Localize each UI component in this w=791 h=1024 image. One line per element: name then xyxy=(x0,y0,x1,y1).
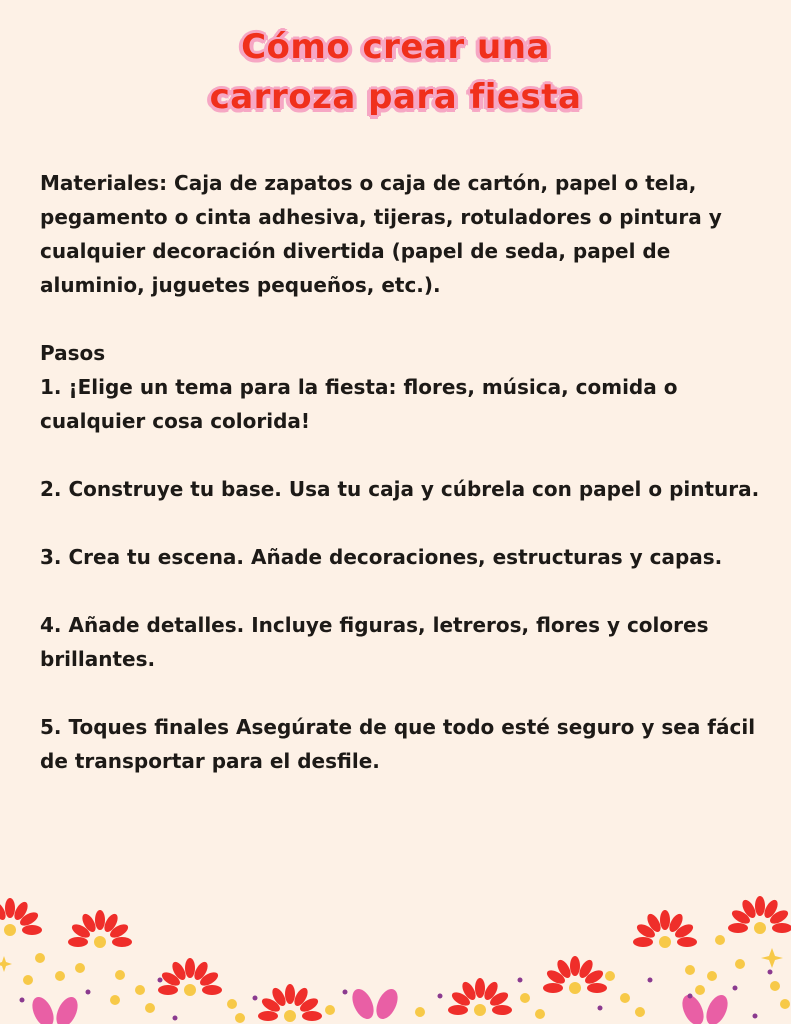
page-title xyxy=(0,22,791,122)
yellow-dots xyxy=(23,935,790,1023)
steps-heading: Pasos xyxy=(40,341,106,365)
step-4: 4. Añade detalles. Incluye figuras, letreros, flores y colores brillantes. xyxy=(40,613,709,671)
step-3: 3. Crea tu escena. Añade decoraciones, estructuras y capas. xyxy=(40,545,723,569)
pink-leaves xyxy=(28,986,732,1024)
step-2: 2. Construye tu base. Usa tu caja y cúbrela con papel o pintura. xyxy=(40,477,760,501)
step-5: 5. Toques finales Asegúrate de que todo esté seguro y sea fácil de transportar para el desfile. xyxy=(40,715,756,773)
materials-paragraph: Materiales: Caja de zapatos o caja de cartón, papel o tela, pegamento o cinta adhesiva, tijeras, rotuladores o pintura y cualquier decoración divertida (papel de seda, papel de aluminio, juguetes pequeños, etc.). xyxy=(40,171,722,297)
title-line-1: Cómo crear una xyxy=(241,27,550,67)
step-1: 1. ¡Elige un tema para la fiesta: flores, música, comida o cualquier cosa colorida! xyxy=(40,375,678,433)
instructions-body xyxy=(40,166,760,812)
flower-border-decoration xyxy=(0,880,791,1024)
title-line-2: carroza para fiesta xyxy=(209,77,582,117)
star-accents xyxy=(0,948,783,972)
